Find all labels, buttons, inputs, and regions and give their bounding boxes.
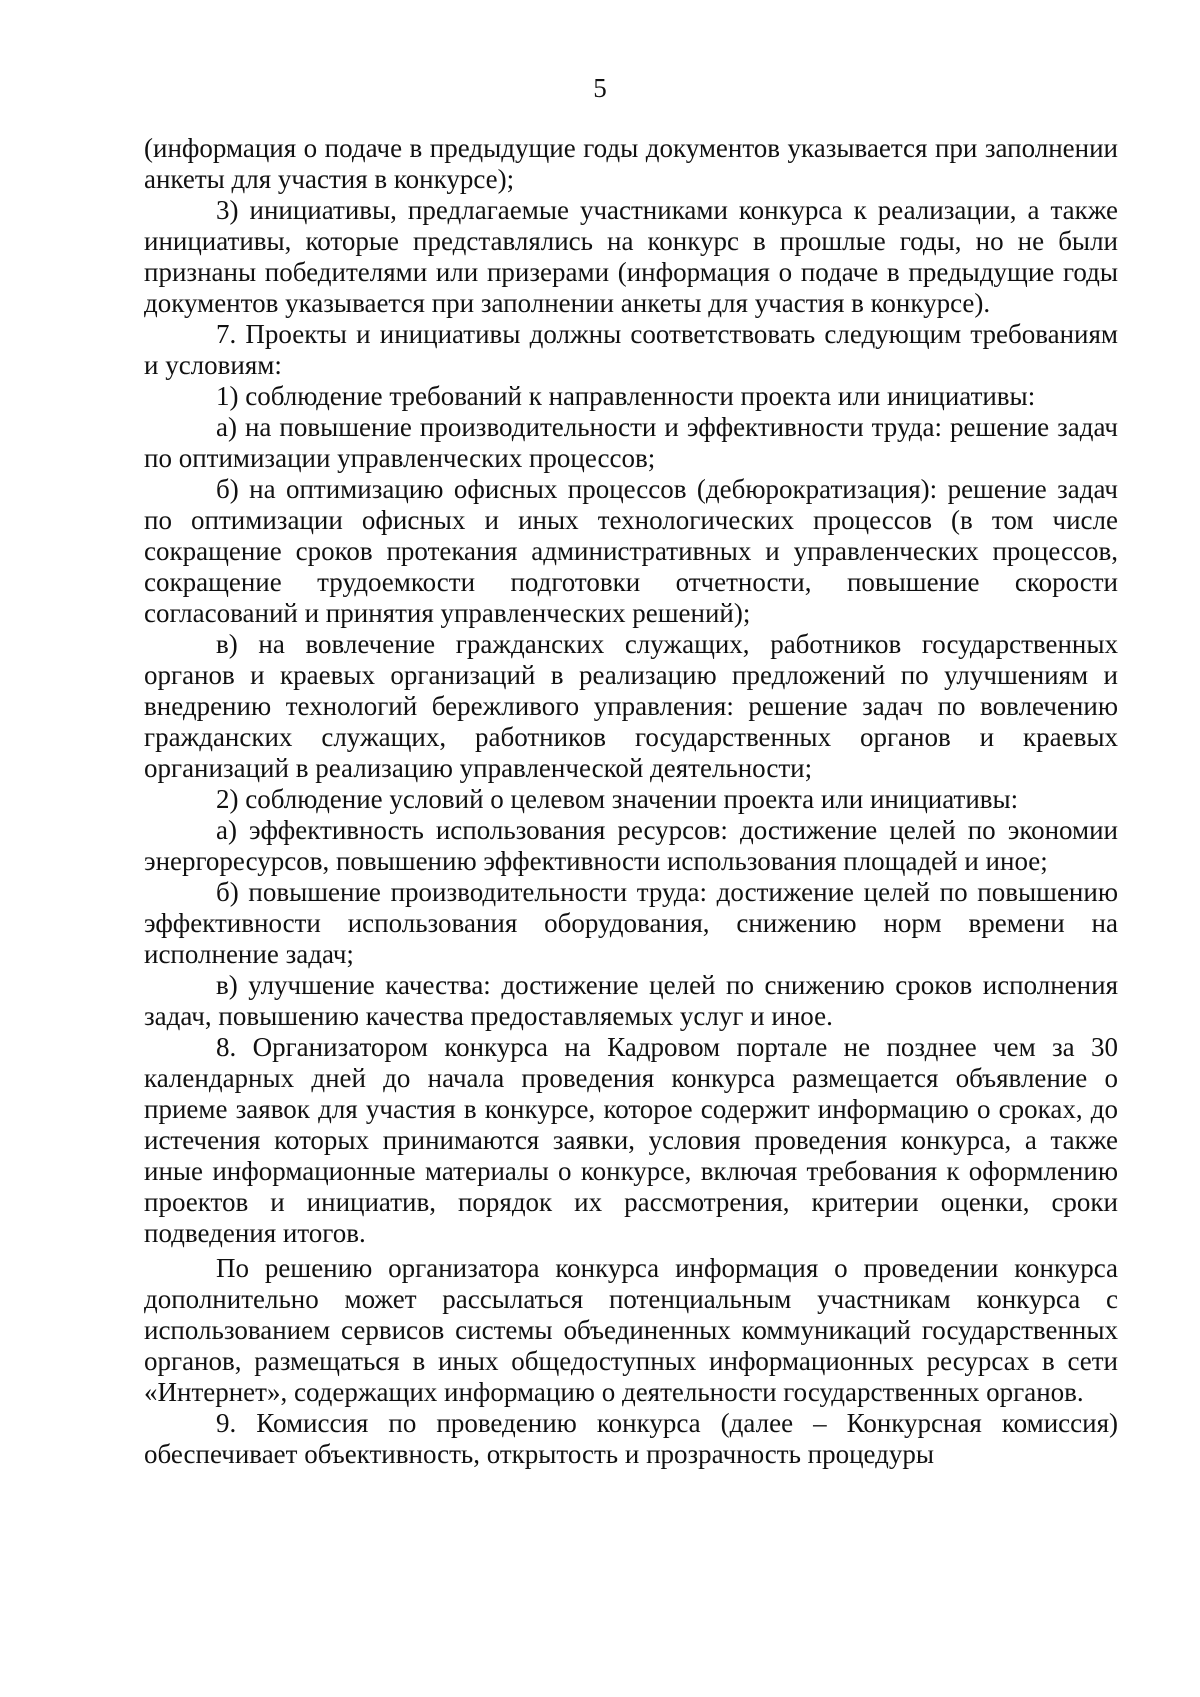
paragraph-item-3: 3) инициативы, предлагаемые участниками конкурса к реализации, а также инициативы, которые представлялись на конкурс в прошлые годы, но не были признаны победителями или призерами (информация о подаче в предыдущие годы документов указывается при заполнении анкеты для участия в конкурсе). [144, 195, 1118, 318]
paragraph-subitem-v-2: в) улучшение качества: достижение целей по снижению сроков исполнения задач, повышению качества предоставляемых услуг и иное. [144, 970, 1118, 1031]
paragraph-continuation: (информация о подаче в предыдущие годы документов указывается при заполнении анкеты для участия в конкурсе); [144, 133, 1118, 194]
paragraph-subitem-a-2: а) эффективность использования ресурсов: достижение целей по экономии энергоресурсов, повышению эффективности использования площадей и иное; [144, 815, 1118, 876]
document-body [144, 133, 1118, 1470]
paragraph-subitem-v: в) на вовлечение гражданских служащих, работников государственных органов и краевых организаций в реализацию предложений по улучшениям и внедрению технологий бережливого управления: решение задач по вовлечению гражданских служащих, работников государственных органов и краевых организаций в реализацию управленческой деятельности; [144, 629, 1118, 783]
paragraph-item-1: 1) соблюдение требований к направленности проекта или инициативы: [216, 381, 1036, 411]
paragraph-clause-8: 8. Организатором конкурса на Кадровом портале не позднее чем за 30 календарных дней до начала проведения конкурса размещается объявление о приеме заявок для участия в конкурсе, которое содержит информацию о сроках, до истечения которых принимаются заявки, условия проведения конкурса, а также иные информационные материалы о конкурсе, включая требования к оформлению проектов и инициатив, порядок их рассмотрения, критерии оценки, сроки подведения итогов. [144, 1032, 1118, 1248]
paragraph-subitem-b: б) на оптимизацию офисных процессов (дебюрократизация): решение задач по оптимизации офисных и иных технологических процессов (в том числе сокращение сроков протекания административных и управленческих процессов, сокращение трудоемкости подготовки отчетности, повышение скорости согласований и принятия управленческих решений); [144, 474, 1118, 628]
paragraph-organizer-decision: По решению организатора конкурса информация о проведении конкурса дополнительно может рассылаться потенциальным участникам конкурса с использованием сервисов системы объединенных коммуникаций государственных органов, размещаться в иных общедоступных информационных ресурсах в сети «Интернет», содержащих информацию о деятельности государственных органов. [144, 1253, 1118, 1407]
paragraph-clause-7: 7. Проекты и инициативы должны соответствовать следующим требованиям и условиям: [144, 319, 1118, 380]
page-number: 5 [593, 73, 607, 103]
paragraph-subitem-b-2: б) повышение производительности труда: достижение целей по повышению эффективности использования оборудования, снижению норм времени на исполнение задач; [144, 877, 1118, 969]
paragraph-subitem-a: а) на повышение производительности и эффективности труда: решение задач по оптимизации управленческих процессов; [144, 412, 1118, 473]
paragraph-clause-9: 9. Комиссия по проведению конкурса (далее – Конкурсная комиссия) обеспечивает объективность, открытость и прозрачность процедуры [144, 1408, 1118, 1469]
paragraph-item-2: 2) соблюдение условий о целевом значении проекта или инициативы: [216, 784, 1019, 814]
